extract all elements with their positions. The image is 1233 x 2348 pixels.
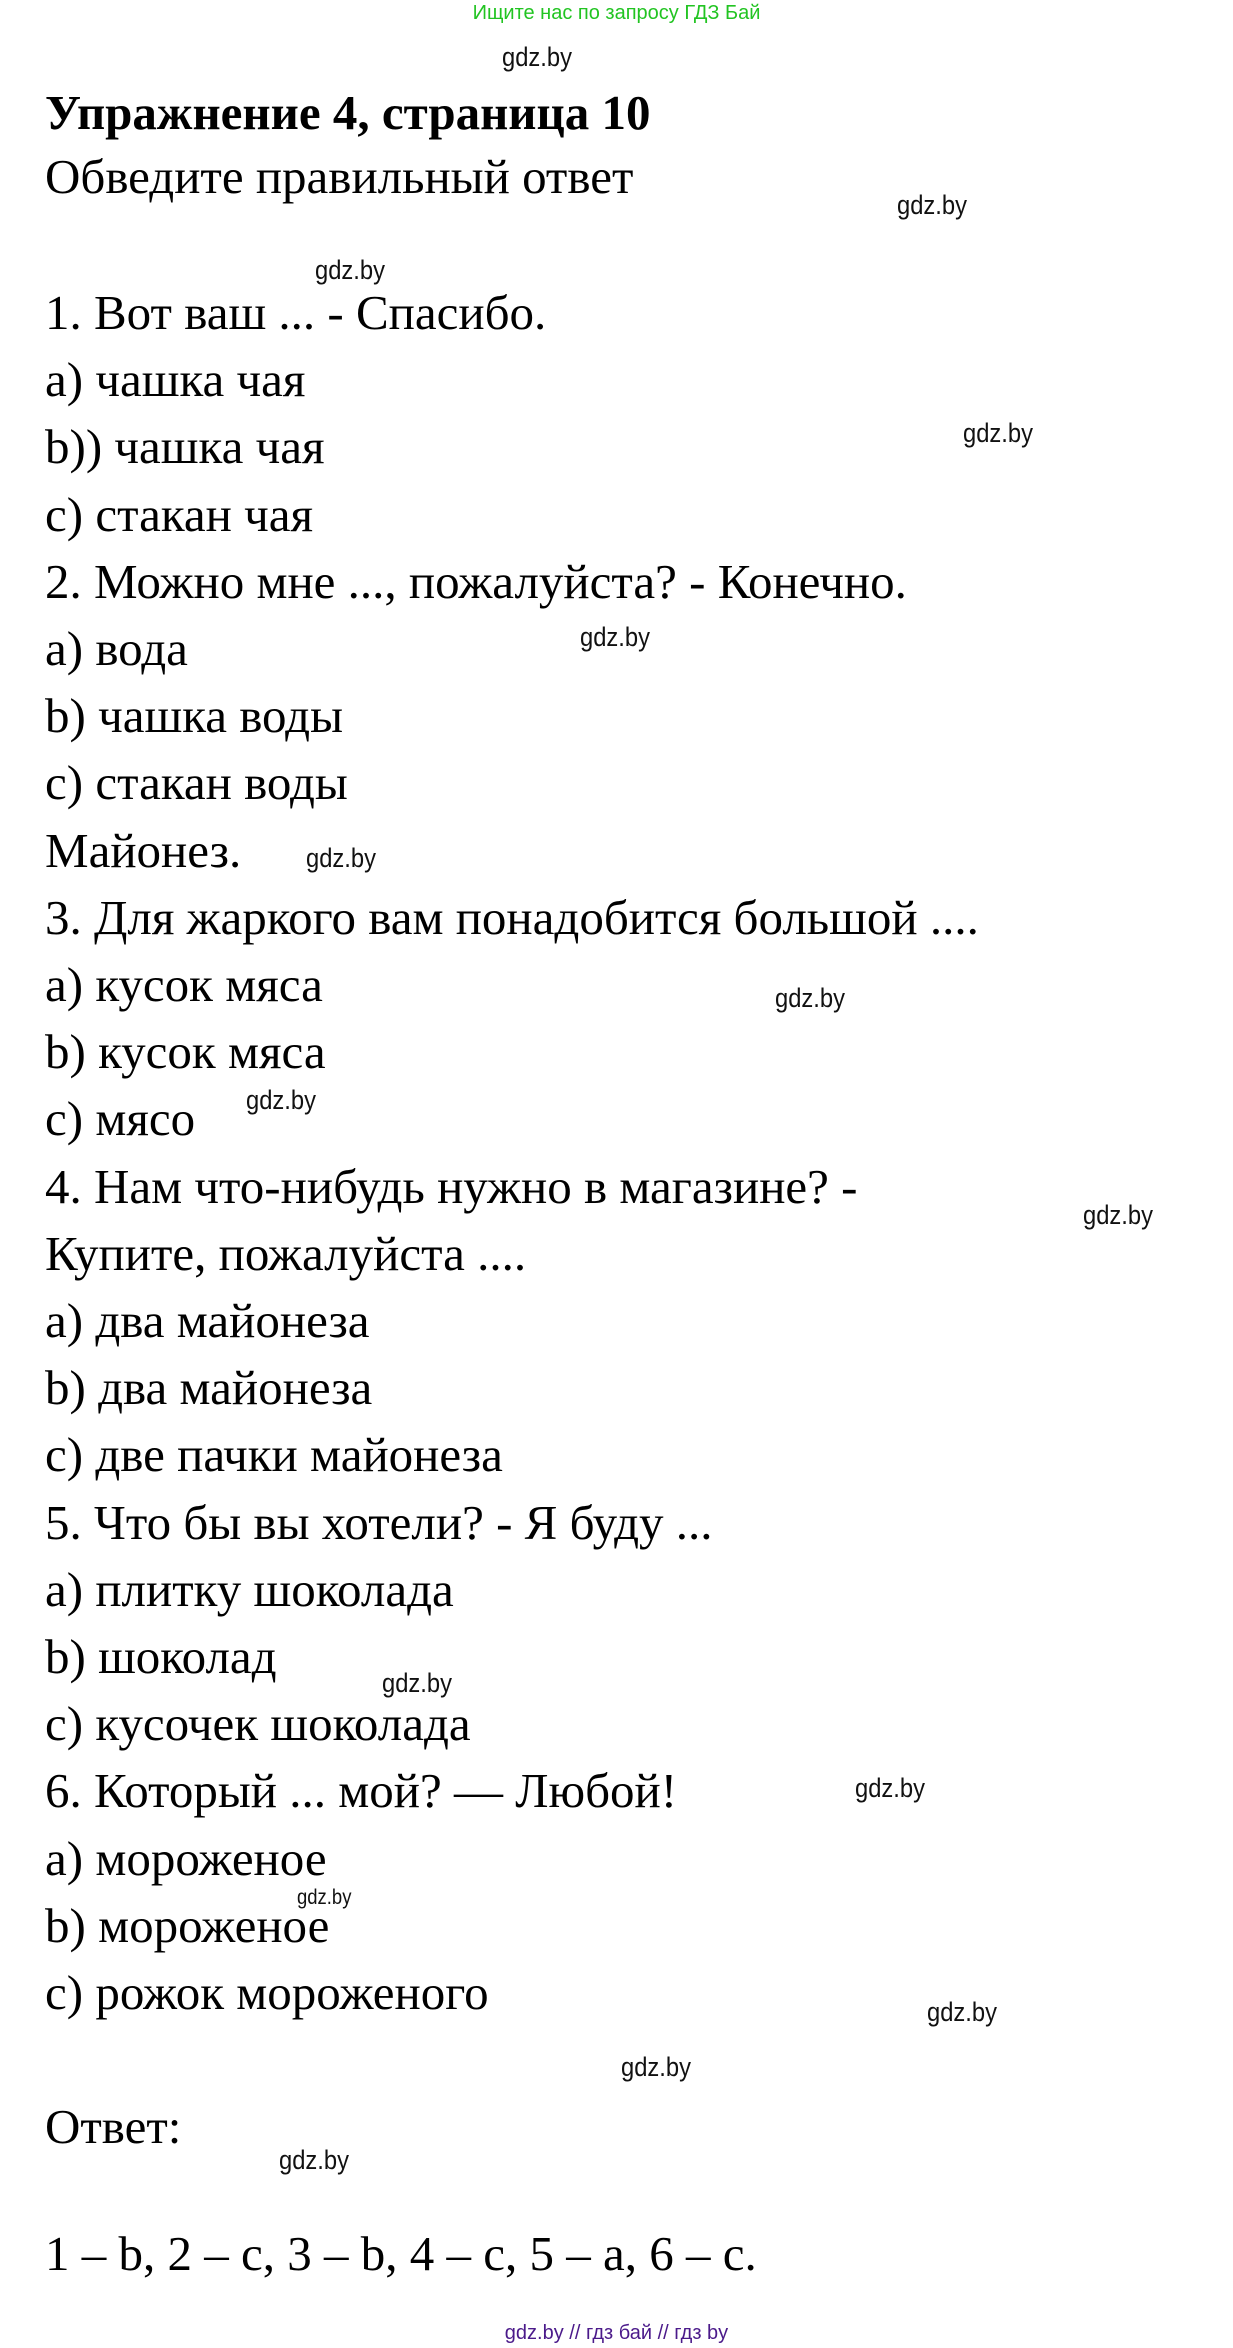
page-title: Упражнение 4, страница 10 (45, 85, 651, 140)
answer-option: a) два майонеза (45, 1293, 370, 1348)
answer-option: b) кусок мяса (45, 1024, 326, 1080)
watermark: gdz.by (927, 1997, 998, 2027)
question-text: 4. Нам что-нибудь нужно в магазине? - (45, 1158, 858, 1214)
answer-option: b) два майонеза (45, 1360, 373, 1416)
question-text: 2. Можно мне ..., пожалуйста? - Конечно. (45, 553, 907, 609)
answer-option: b) шоколад (45, 1629, 277, 1684)
answer-option: c) мясо (45, 1091, 196, 1147)
footer-links[interactable]: gdz.by // гдз бай // гдз by (504, 2322, 729, 2344)
watermark: gdz.by (306, 843, 377, 873)
answer-option: b) чашка воды (45, 688, 343, 744)
question-text: 3. Для жаркого вам понадобится большой .... (45, 889, 979, 945)
watermark: gdz.by (502, 42, 573, 72)
watermark: gdz.by (246, 1085, 317, 1115)
question-text: 5. Что бы вы хотели? - Я буду ... (45, 1494, 713, 1550)
answer-label: Ответ: (45, 2099, 182, 2154)
watermark: gdz.by (382, 1668, 453, 1698)
watermark: gdz.by (315, 255, 386, 285)
watermark: gdz.by (1083, 1200, 1154, 1230)
watermark: gdz.by (279, 2145, 350, 2175)
watermark: gdz.by (897, 190, 968, 220)
watermark: gdz.by (580, 622, 651, 652)
watermark: gdz.by (297, 1886, 352, 1909)
answer-option: a) кусок мяса (45, 957, 323, 1012)
question-text: 1. Вот ваш ... - Спасибо. (45, 285, 547, 340)
answer-option: a) мороженое (45, 1830, 327, 1886)
answer-option: c) кусочек шоколада (45, 1696, 471, 1752)
answer-option: c) рожок мороженого (45, 1965, 489, 2020)
watermark: gdz.by (775, 983, 846, 1013)
instruction: Обведите правильный ответ (45, 149, 634, 204)
watermark: gdz.by (963, 418, 1034, 448)
answer-option: a) плитку шоколада (45, 1561, 454, 1617)
answer-option: b) мороженое (45, 1897, 330, 1953)
answer-option: b)) чашка чая (45, 419, 325, 475)
answer-text: 1 – b, 2 – c, 3 – b, 4 – c, 5 – a, 6 – c. (45, 2226, 757, 2281)
question-text: 6. Который ... мой? — Любой! (45, 1763, 678, 1819)
answer-option: a) чашка чая (45, 352, 306, 408)
watermark: gdz.by (621, 2052, 692, 2082)
answer-option: c) стакан воды (45, 755, 348, 811)
answer-option: c) стакан чая (45, 486, 314, 542)
watermark: gdz.by (855, 1773, 926, 1803)
answer-option: c) две пачки майонеза (45, 1427, 503, 1483)
top-search-link[interactable]: Ищите нас по запросу ГДЗ Бай (472, 2, 761, 24)
text-line: Майонез. (45, 822, 242, 878)
answer-option: a) вода (45, 621, 188, 676)
text-line: Купите, пожалуйста .... (45, 1225, 527, 1281)
